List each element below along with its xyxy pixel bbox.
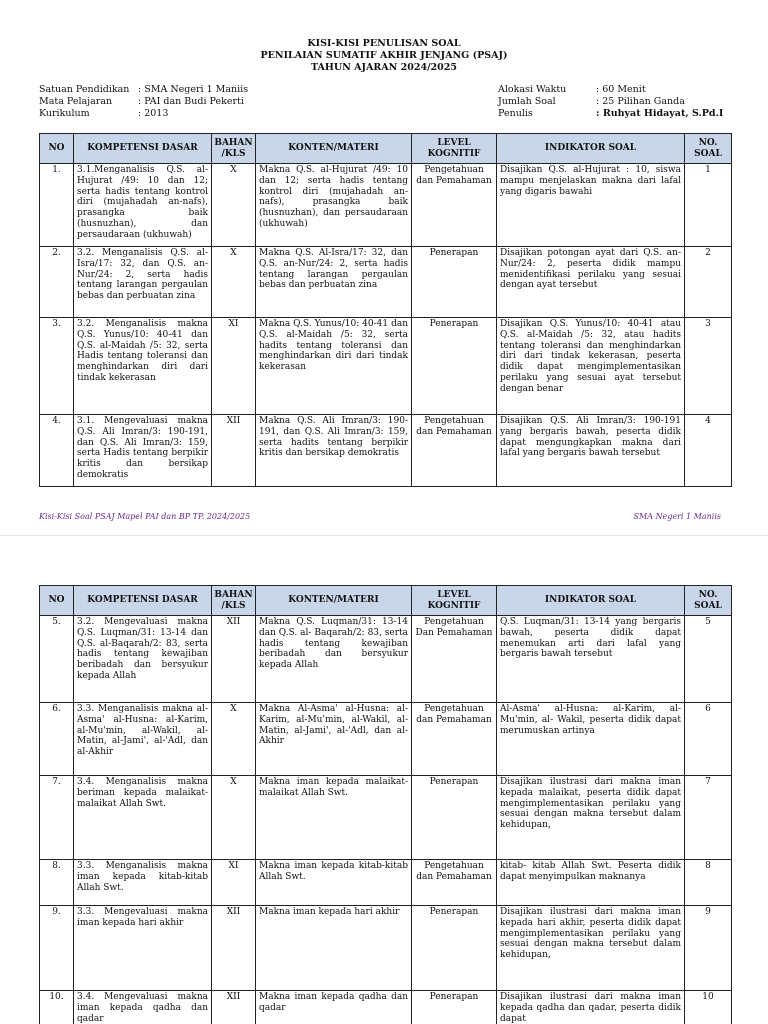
footer-right: SMA Negeri 1 Maniis (633, 512, 721, 521)
cell-no: 6. (40, 703, 74, 776)
cell-indikator-soal: Disajikan ilustrasi dari makna iman kepada hari akhir, peserta didik dapat mengimplementasikan perilaku yang sesuai dengan makna tersebut dalam kehidupan, (497, 906, 685, 991)
meta-value: : 60 Menit (596, 84, 646, 95)
cell-indikator-soal: Disajikan ilustrasi dari makna iman kepada malaikat, peserta didik dapat mengimplementasikan perilaku yang sesuai dengan makna tersebut dalam kehidupan, (497, 776, 685, 860)
cell-konten-materi: Makna Al-Asma' al-Husna: al-Karim, al-Mu'min, al-Wakil, al-Matin, al-Jami', al-'Adl, dan al-Akhir (256, 703, 412, 776)
cell-indikator-soal: Disajikan Q.S. al-Hujurat : 10, siswa mampu menjelaskan makna dari lafal yang digaris bawahi (497, 164, 685, 247)
meta-label: Jumlah Soal (498, 96, 556, 107)
cell-konten-materi: Makna Q.S. Ali Imran/3: 190-191, dan Q.S. Ali Imran/3: 159, serta hadits tentang berpikir kritis dan bersikap demokratis (256, 415, 412, 487)
cell-kompetensi-dasar: 3.4. Menganalisis makna beriman kepada malaikat-malaikat Allah Swt. (74, 776, 212, 860)
cell-indikator-soal: Q.S. Luqman/31: 13-14 yang bergaris bawah, peserta didik dapat menemukan arti dari lafal yang bergaris bawah tersebut (497, 616, 685, 703)
cell-no: 10. (40, 991, 74, 1024)
doc-title-line-1: KISI-KISI PENULISAN SOAL (307, 38, 461, 49)
cell-indikator-soal: Disajikan Q.S. Yunus/10: 40-41 atau Q.S. al-Maidah /5: 32, atau hadits tentang toleransi dan menghindarkan diri dari tindak kekerasan, peserta didik dapat mengimplementasikan perilaku yang sesuai ayat tersebut dengan benar (497, 318, 685, 415)
cell-bahan-kls: X (212, 776, 256, 860)
cell-konten-materi: Makna Q.S. Luqman/31: 13-14 dan Q.S. al- Baqarah/2: 83, serta hadis tentang kewajiban beribadah dan bersyukur kepada Allah (256, 616, 412, 703)
table-row (40, 860, 732, 906)
cell-bahan-kls: XI (212, 318, 256, 415)
cell-level-kognitif: Pengetahuan dan Pemahaman (412, 703, 497, 776)
cell-kompetensi-dasar: 3.4. Mengevaluasi makna iman kepada qadha dan qadar (74, 991, 212, 1024)
table-row (40, 415, 732, 487)
cell-level-kognitif: Pengetahuan dan Pemahaman (412, 164, 497, 247)
col-header-kompetensi-dasar: KOMPETENSI DASAR (74, 134, 212, 164)
table-header-row (40, 586, 732, 616)
col-header-bahan-kls: BAHAN /KLS (212, 134, 256, 164)
cell-konten-materi: Makna iman kepada hari akhir (256, 906, 412, 991)
cell-bahan-kls: XII (212, 991, 256, 1024)
cell-konten-materi: Makna Q.S. al-Hujurat /49: 10 dan 12; serta hadis tentang kontrol diri (mujahadah an-nafs), prasangka baik (husnuzhan), dan persaudaraan (ukhuwah) (256, 164, 412, 247)
kisi-kisi-table-page-1 (39, 133, 732, 487)
col-header-level-kognitif: LEVEL KOGNITIF (412, 134, 497, 164)
meta-row (39, 108, 248, 120)
table-row (40, 991, 732, 1024)
cell-bahan-kls: X (212, 164, 256, 247)
cell-no-soal: 8 (685, 860, 732, 906)
meta-left-block (39, 84, 248, 120)
cell-konten-materi: Makna iman kepada kitab-kitab Allah Swt. (256, 860, 412, 906)
cell-kompetensi-dasar: 3.3. Menganalisis makna iman kepada kitab-kitab Allah Swt. (74, 860, 212, 906)
cell-no: 4. (40, 415, 74, 487)
table-body-page-1 (40, 164, 732, 487)
cell-kompetensi-dasar: 3.3. Mengevaluasi makna iman kepada hari akhir (74, 906, 212, 991)
meta-value: : SMA Negeri 1 Maniis (138, 84, 249, 95)
cell-no-soal: 2 (685, 247, 732, 318)
col-header-konten-materi: KONTEN/MATERI (256, 586, 412, 616)
col-header-indikator-soal: INDIKATOR SOAL (497, 134, 685, 164)
kisi-kisi-table-page-2 (39, 585, 732, 1024)
cell-konten-materi: Makna iman kepada qadha dan qadar (256, 991, 412, 1024)
meta-label: Kurikulum (39, 108, 90, 119)
meta-row (498, 108, 723, 120)
cell-konten-materi: Makna Q.S. Yunus/10: 40-41 dan Q.S. al-Maidah /5: 32, serta hadits tentang toleransi dan menghindarkan diri dari tindak kekerasan (256, 318, 412, 415)
cell-level-kognitif: Penerapan (412, 318, 497, 415)
cell-indikator-soal: Al-Asma' al-Husna: al-Karim, al-Mu'min, al- Wakil, peserta didik dapat merumuskan artinya (497, 703, 685, 776)
table-row (40, 703, 732, 776)
cell-level-kognitif: Penerapan (412, 247, 497, 318)
cell-no-soal: 6 (685, 703, 732, 776)
meta-label: Penulis (498, 108, 533, 119)
cell-no-soal: 1 (685, 164, 732, 247)
cell-indikator-soal: Disajikan Q.S. Ali Imran/3: 190-191 yang bergaris bawah, peserta didik dapat mengungkapkan makna dari lafal yang bergaris bawah tersebut (497, 415, 685, 487)
cell-no-soal: 9 (685, 906, 732, 991)
cell-no: 2. (40, 247, 74, 318)
footer-left: Kisi-Kisi Soal PSAJ Mapel PAI dan BP TP. 2024/2025 (39, 512, 251, 521)
meta-row (39, 84, 248, 96)
cell-indikator-soal: Disajikan potongan ayat dari Q.S. an-Nur/24: 2, peserta didik mampu menidentifikasi perilaku yang sesuai dengan ayat tersebut (497, 247, 685, 318)
cell-no: 1. (40, 164, 74, 247)
meta-value: : 2013 (138, 108, 169, 119)
cell-indikator-soal: Disajikan ilustrasi dari makna iman kepada qadha dan qadar, peserta didik dapat (497, 991, 685, 1024)
table-row (40, 776, 732, 860)
col-header-no-soal: NO. SOAL (685, 134, 732, 164)
cell-indikator-soal: kitab- kitab Allah Swt. Peserta didik dapat menyimpulkan maknanya (497, 860, 685, 906)
meta-row (498, 96, 723, 108)
cell-no-soal: 5 (685, 616, 732, 703)
cell-level-kognitif: Penerapan (412, 991, 497, 1024)
cell-level-kognitif: Pengetahuan Dan Pemahaman (412, 616, 497, 703)
cell-no: 3. (40, 318, 74, 415)
cell-no-soal: 3 (685, 318, 732, 415)
cell-no-soal: 7 (685, 776, 732, 860)
cell-konten-materi: Makna iman kepada malaikat-malaikat Allah Swt. (256, 776, 412, 860)
cell-no-soal: 10 (685, 991, 732, 1024)
cell-bahan-kls: XII (212, 415, 256, 487)
col-header-no: NO (40, 134, 74, 164)
table-header-row (40, 134, 732, 164)
meta-row (498, 84, 723, 96)
meta-value: : 25 Pilihan Ganda (596, 96, 685, 107)
cell-kompetensi-dasar: 3.2. Mengevaluasi makna Q.S. Luqman/31: 13-14 dan Q.S. al-Baqarah/2: 83, serta hadis tentang kewajiban beribadah dan bersyukur kepada Allah (74, 616, 212, 703)
meta-label: Alokasi Waktu (498, 84, 567, 95)
cell-no-soal: 4 (685, 415, 732, 487)
cell-bahan-kls: X (212, 247, 256, 318)
cell-bahan-kls: XII (212, 906, 256, 991)
table-body-page-2 (40, 616, 732, 1024)
table-row (40, 164, 732, 247)
cell-kompetensi-dasar: 3.3. Menganalisis makna al-Asma' al-Husna: al-Karim, al-Mu'min, al-Wakil, al-Matin, al-Jami', al-'Adl, dan al-Akhir (74, 703, 212, 776)
cell-no: 5. (40, 616, 74, 703)
col-header-level-kognitif: LEVEL KOGNITIF (412, 586, 497, 616)
table-row (40, 906, 732, 991)
cell-kompetensi-dasar: 3.1. Mengevaluasi makna Q.S. Ali Imran/3: 190-191, dan Q.S. Ali Imran/3: 159, serta Hadis tentang berpikir kritis dan bersikap demokratis (74, 415, 212, 487)
meta-right-block (498, 84, 723, 120)
table-row (40, 318, 732, 415)
col-header-kompetensi-dasar: KOMPETENSI DASAR (74, 586, 212, 616)
author-name: : Ruhyat Hidayat, S.Pd.I (596, 108, 724, 119)
meta-row (39, 96, 248, 108)
cell-no: 7. (40, 776, 74, 860)
cell-level-kognitif: Pengetahuan dan Pemahaman (412, 860, 497, 906)
meta-value: : PAI dan Budi Pekerti (138, 96, 244, 107)
cell-bahan-kls: XI (212, 860, 256, 906)
cell-kompetensi-dasar: 3.1.Menganalisis Q.S. al-Hujurat /49: 10 dan 12; serta hadis tentang kontrol diri (mujahadah an-nafs), prasangka baik (husnuzhan), dan persaudaraan (ukhuwah) (74, 164, 212, 247)
document-page-2 (0, 535, 768, 1024)
col-header-no: NO (40, 586, 74, 616)
col-header-no-soal: NO. SOAL (685, 586, 732, 616)
doc-title-line-3: TAHUN AJARAN 2024/2025 (310, 62, 458, 73)
cell-level-kognitif: Penerapan (412, 906, 497, 991)
col-header-indikator-soal: INDIKATOR SOAL (497, 586, 685, 616)
cell-no: 9. (40, 906, 74, 991)
cell-level-kognitif: Penerapan (412, 776, 497, 860)
table-row (40, 247, 732, 318)
col-header-konten-materi: KONTEN/MATERI (256, 134, 412, 164)
meta-label: Satuan Pendidikan (39, 84, 130, 95)
cell-konten-materi: Makna Q.S. Al-Isra/17: 32, dan Q.S. an-Nur/24: 2, serta hadis tentang larangan pergaulan bebas dan perbuatan zina (256, 247, 412, 318)
cell-bahan-kls: XII (212, 616, 256, 703)
cell-bahan-kls: X (212, 703, 256, 776)
cell-level-kognitif: Pengetahuan dan Pemahaman (412, 415, 497, 487)
meta-label: Mata Pelajaran (39, 96, 113, 107)
col-header-bahan-kls: BAHAN /KLS (212, 586, 256, 616)
cell-kompetensi-dasar: 3.2. Menganalisis makna Q.S. Yunus/10: 40-41 dan Q.S. al-Maidah /5: 32, serta Hadis tentang toleransi dan menghindarkan diri dari tindak kekerasan (74, 318, 212, 415)
cell-no: 8. (40, 860, 74, 906)
table-row (40, 616, 732, 703)
doc-title-line-2: PENILAIAN SUMATIF AKHIR JENJANG (PSAJ) (260, 50, 508, 61)
cell-kompetensi-dasar: 3.2. Menganalisis Q.S. al-Isra/17: 32, dan Q.S. an-Nur/24: 2, serta hadis tentang larangan pergaulan bebas dan perbuatan zina (74, 247, 212, 318)
